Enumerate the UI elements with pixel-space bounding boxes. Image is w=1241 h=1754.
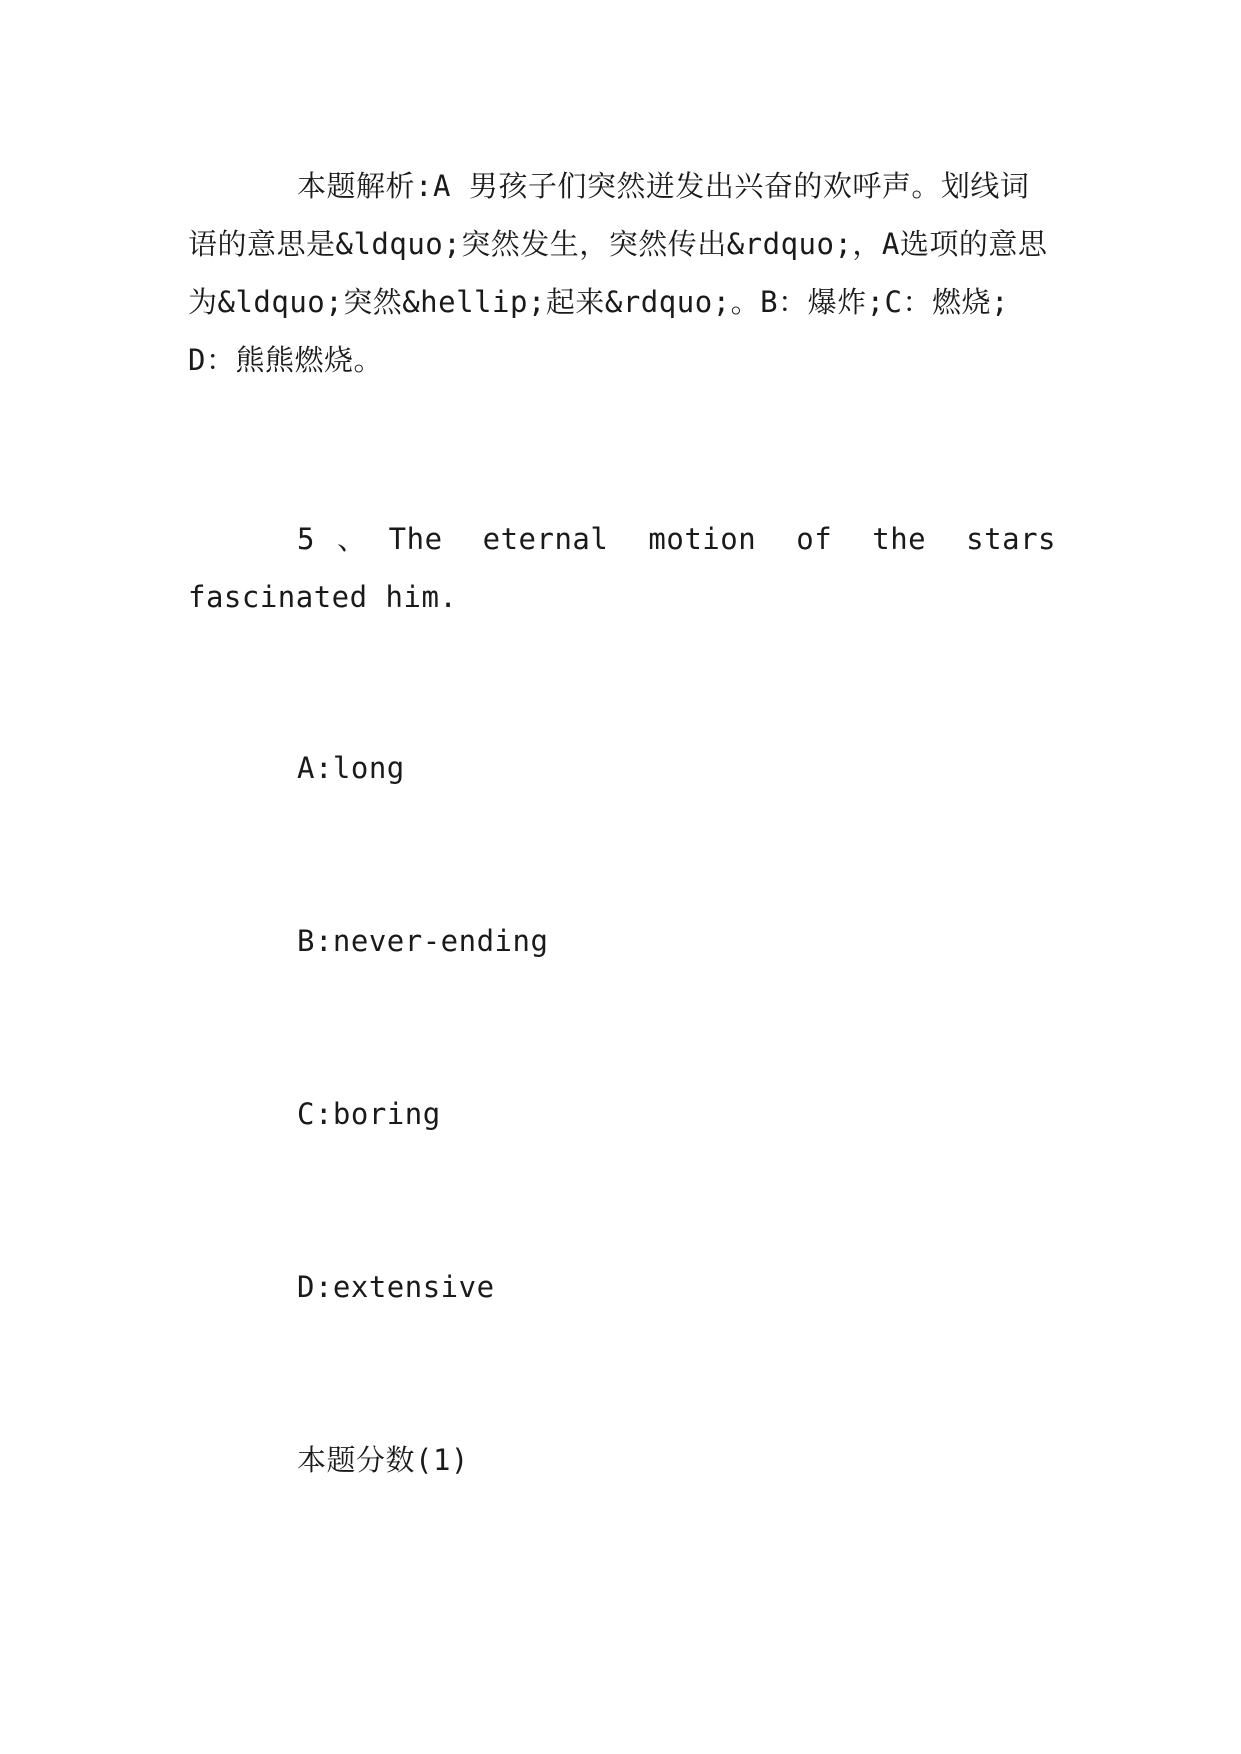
answer-explanation: 本题解析:A 男孩子们突然迸发出兴奋的欢呼声。划线词语的意思是&ldquo;突然发生，突然传出&rdquo;，A选项的意思为&ldquo;突然&hellip;起来&rdquo;。B：爆炸;C：燃烧;D：熊熊燃烧。 [188, 169, 1048, 377]
option-a: A:long [297, 751, 405, 785]
question-score: 本题分数(1) [297, 1443, 469, 1477]
option-b: B:never-ending [297, 924, 549, 958]
option-d: D:extensive [297, 1270, 495, 1304]
option-c: C:boring [297, 1097, 441, 1131]
question-stem: 5、The eternal motion of the stars fascinated him. [188, 522, 1056, 614]
